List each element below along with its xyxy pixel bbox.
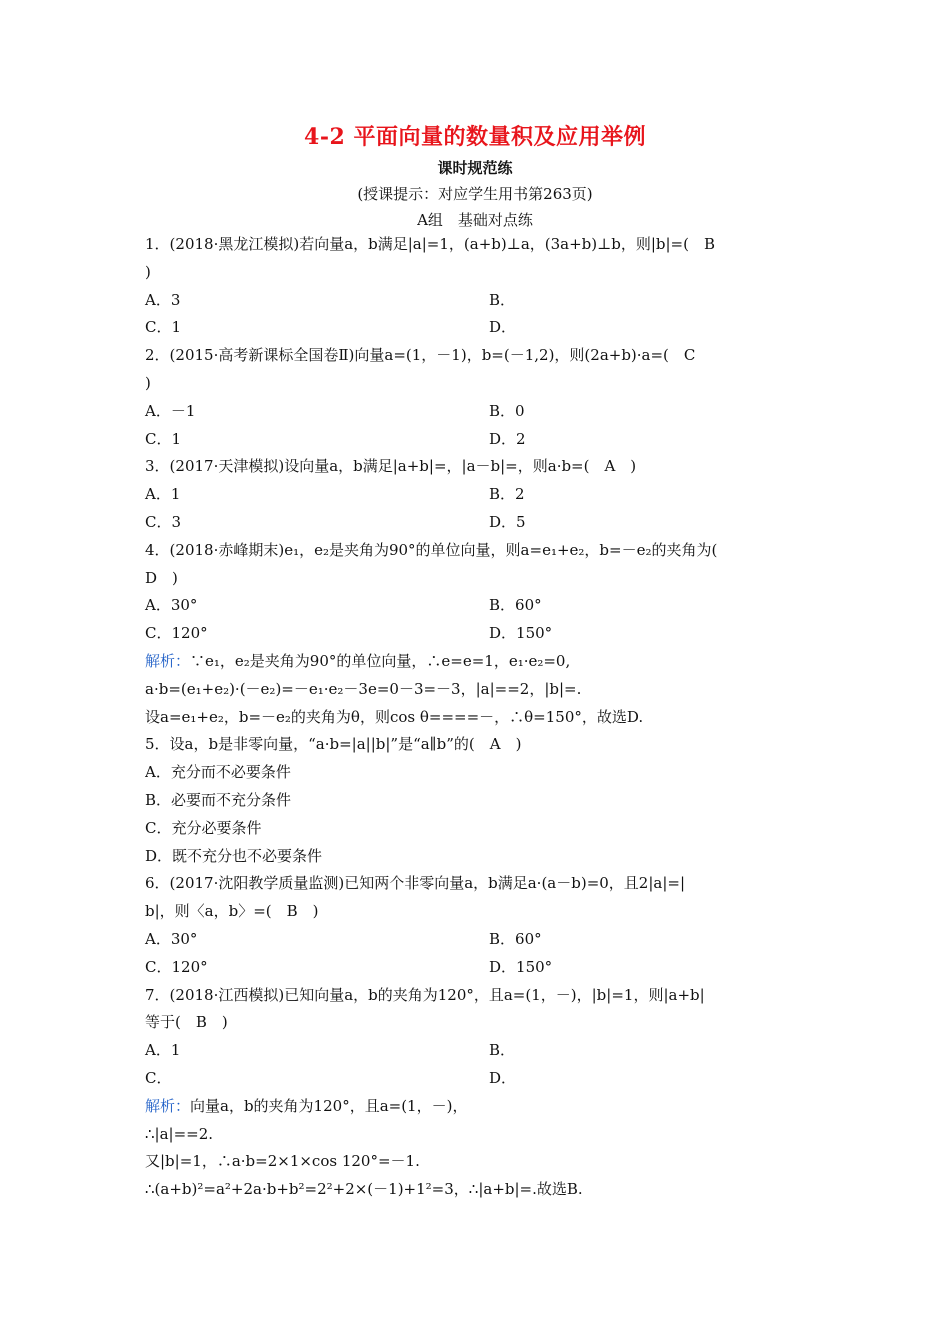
option-a: A．30° [145,596,198,615]
question-1-options-row1 [145,287,810,315]
option-b: B． [489,290,516,309]
question-7-solution-2: ∴|a|==2. [145,1124,214,1143]
option-a: A．1 [145,485,181,504]
option-a: A．30° [145,929,198,948]
question-7-stem: 7．(2018·江西模拟)已知向量a，b的夹角为120°，且a=(1，－)，|b|=1，则|a+b| [145,985,705,1004]
option-d: D． [489,1068,517,1087]
section-subtitle: 课时规范练 [437,159,513,177]
question-4-solution-2: a·b=(e₁+e₂)·(－e₂)=－e₁·e₂－3e=0－3=－3，|a|==2，|b|=. [145,679,582,698]
option-d: D．2 [489,429,526,448]
solution-text: ∵e₁，e₂是夹角为90°的单位向量，∴e=e=1，e₁·e₂=0, [190,651,571,670]
question-1-stem: 1．(2018·黑龙江模拟)若向量a，b满足|a|=1，(a+b)⊥a，(3a+b)⊥b，则|b|=( B [145,235,715,253]
solution-label: 解析： [145,1096,191,1115]
option-c: C． [145,1068,172,1087]
textbook-hint: (授课提示：对应学生用书第263页) [357,185,593,203]
question-6-stem: 6．(2017·沈阳教学质量监测)已知两个非零向量a，b满足a·(a－b)=0，且2|a|=| [145,874,686,893]
option-b: B．必要而不充分条件 [145,790,292,809]
option-b: B．0 [489,401,525,420]
question-7-solution-1 [145,1093,810,1121]
option-d: D．5 [489,512,526,531]
option-d: D．150° [489,957,553,976]
question-7-options-row2 [145,1065,810,1093]
option-a: A．充分而不必要条件 [145,763,291,782]
solution-label: 解析： [145,651,191,670]
option-c: C．1 [145,318,182,337]
option-b: B．2 [489,485,525,504]
option-d: D． [489,318,517,337]
option-d: D．既不充分也不必要条件 [145,846,323,865]
question-4-stem-cont: D ) [145,568,178,587]
question-3-options-row1 [145,481,810,509]
option-a: A．3 [145,290,181,309]
question-1-stem-cont: ) [145,262,151,281]
option-b: B．60° [489,929,542,948]
question-5-stem: 5．设a，b是非零向量，“a·b=|a||b|”是“a∥b”的( A ) [145,735,522,754]
question-7-options-row1 [145,1037,810,1065]
question-4-options-row2 [145,620,810,648]
question-7-stem-cont: 等于( B ) [145,1013,228,1032]
question-4-solution-1 [145,648,810,676]
page-title: 4-2 平面向量的数量积及应用举例 [304,124,646,150]
option-b: B． [489,1041,516,1060]
question-1-options-row2 [145,314,810,342]
question-6-options-row1 [145,926,810,954]
question-7-solution-3: 又|b|=1，∴a·b=2×1×cos 120°=－1. [145,1152,420,1171]
question-3-stem: 3．(2017·天津模拟)设向量a，b满足|a+b|=，|a－b|=，则a·b=( A ) [145,457,637,476]
option-c: C．1 [145,429,182,448]
question-4-stem: 4．(2018·赤峰期末)e₁，e₂是夹角为90°的单位向量，则a=e₁+e₂，b=－e₂的夹角为( [145,540,718,559]
group-heading: A组 基础对点练 [417,211,533,229]
option-c: C．120° [145,624,208,643]
option-c: C．3 [145,512,182,531]
option-c: C．充分必要条件 [145,818,262,837]
question-2-options-row1 [145,398,810,426]
question-2-options-row2 [145,426,810,454]
option-a: A．1 [145,1041,181,1060]
option-c: C．120° [145,957,208,976]
question-7-solution-4: ∴(a+b)²=a²+2a·b+b²=2²+2×(－1)+1²=3，∴|a+b|=.故选B. [145,1180,583,1199]
question-4-options-row1 [145,592,810,620]
question-6-stem-cont: b|，则〈a，b〉=( B ) [145,902,319,921]
question-3-options-row2 [145,509,810,537]
option-d: D．150° [489,624,553,643]
question-6-options-row2 [145,954,810,982]
question-2-stem-cont: ) [145,373,151,392]
option-b: B．60° [489,596,542,615]
question-4-solution-3: 设a=e₁+e₂，b=－e₂的夹角为θ，则cos θ====－，∴θ=150°，故选D. [145,707,644,726]
question-list [145,231,810,1204]
question-2-stem: 2．(2015·高考新课标全国卷Ⅱ)向量a=(1，－1)，b=(－1,2)，则(2a+b)·a=( C [145,346,696,365]
option-a: A．－1 [145,401,196,420]
solution-text: 向量a，b的夹角为120°，且a=(1，－)， [190,1096,468,1115]
